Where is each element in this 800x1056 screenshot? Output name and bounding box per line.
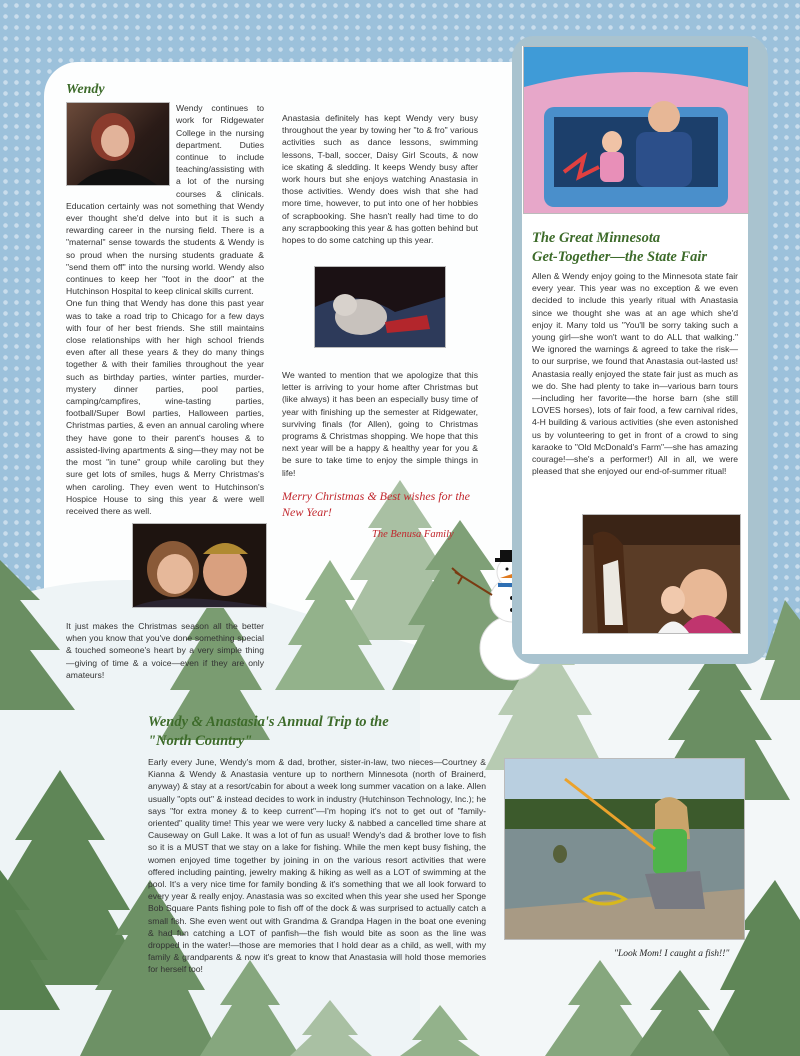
wendy-section [66,84,264,517]
state-fair-heading [532,229,707,267]
apology-paragraph: We wanted to mention that we apologize that this letter is arriving to your home after Christmas but (like always) it has been an especially busy time of year with finishing up the semester at Ridgewater, surviving finals (for Allen), going to Christmas programs & Christmas shopping. We hope that this next year will be a happy & healthy year for you & be sure to take time to enjoy the simple things in life! [282,370,478,478]
dog-photo [314,266,446,348]
wendy-paragraph-1: Wendy continues to work for Ridgewater College in the nursing department. Duties continue to include teaching/assisting with a lot of the nursing courses & clinicals. Education certainly was not something that Wendy ever thought she'd delve into but it is such a rewarding career in the nursing field. There is a "maternal" sense towards the students & Wendy is so proud when the nursing students graduate & "send them off" into the nursing world. Wendy also continues to keep her "foot in the door" at the Hutchinson Hospital to keep clinical skills current. [66,103,264,297]
family-signature: The Benusa Family [372,529,454,540]
north-country-heading-line1: Wendy & Anastasia's Annual Trip to the [148,714,389,730]
north-country-heading [148,713,389,751]
wendy-paragraph-3: It just makes the Christmas season all the better when you know that you've done something special & touched someone's heart by a very simple thing—giving of time & a voice—even if they are only amateurs! [66,621,264,680]
wendy-closing [66,620,264,681]
wendy-portrait-photo [66,102,170,186]
state-fair-heading-line1: The Great Minnesota [532,230,661,246]
fishing-photo-caption: "Look Mom! I caught a fish!!" [614,949,730,959]
middle-section [282,112,478,246]
state-fair-section [532,270,738,477]
christmas-greeting: Merry Christmas & Best wishes for the New Year! [282,489,470,519]
north-country-paragraph: Early every June, Wendy's mom & dad, brother, sister-in-law, two nieces—Courtney & Kianna & Wendy & Anastasia venture up to northern Minnesota (north of Brainerd, anyway) & stay at a resort/cabin for about a week long summer vacation on a lake. Allen usually "opts out" & instead decides to work in industry (Hutchinson Technology, Inc.); he says "for extra money & to keep current"—I'm hoping it's not to get out of "family-oriented" quality time! This year we were very lucky & nabbed a cancelled time share at Causeway on Gull Lake. It was a lot of fun as usual! Wendy's dad & brother love to fish so it is a MUST that we stay on a lake for fishing. While the men kept busy fishing, the women enjoyed time together by joining in on the various resort activities that were offered including painting, jewelry making & hiking as well as a LOT of swimming at the pool. It's a very nice time for family bonding & it's something that we all look forward to every year & really enjoy. Anastasia was so excited when this year she used her Sponge Bob Square Pants fishing pole to fish off of the dock & was surprised to actually catch a small fish. She even went out with Grandma & Grandpa Hagen in the boat one evening & had fun catching a LOT of panfish—the fish would bite as soon as the line was dropped in the water!—those are memories that I hold dear as a child, as well, with my family & grandparents & now it's great to know that Anastasia will hold those memories for herself too! [148,757,486,975]
state-fair-heading-line2: Get-Together—the State Fair [532,249,708,265]
carnival-ride-photo [523,46,749,214]
fishing-photo [504,758,745,940]
horse-barn-photo [582,514,741,634]
north-country-section [148,756,486,976]
state-fair-paragraph: Allen & Wendy enjoy going to the Minnesota state fair every year. This year was no exception & we even decided to include this yearly ritual with Anastasia since we thought she was at an age which she'd enjoy it. Many told us "You'll be sorry taking such a young girl—she won't want to do ALL that walking." We ignored the warnings & agreed to take the risk—to our surprise, we found that Anastasia out-lasted us! Anastasia really enjoyed the state fair just as much as we do. She had plenty to take in—various barn tours—including her favorite—the horse barn (she still LOVES horses), lots of fair food, a few carnival rides, 4-H building & various activities (she even astonished us by volunteering to get in front of a crowd to sing karaoke to "Old McDonald's Farm"—she has amazing courage!—she's a performer!) All in all, we were pleased that she enjoyed our end-of-summer ritual! [532,271,738,477]
wendy-paragraph-2: One fun thing that Wendy has done this past year was to take a road trip to Chicago for a few days with four of her best friends. She still maintains close relationships with her high school friends even after all these years & they do many things together & with their families throughout the year such as birthday parties, winter parties, murder-mystery dinner parties, pool parties, camping/campfires, wine-tasting parties, football/Super Bowl parties, Halloween parties, Christmas parties, & even an annual caroling where they have gone to their parent's houses & to assisted-living apartments & sing—they may not be the most "in tune" group while caroling but they sure get lots of smiles, hugs & Merry Christmas's when caroling. They even went to Hutchinson's Hospice House to sing this year & were well received there as well. [66,298,264,516]
wendy-heading: Wendy [66,82,105,97]
caroling-friends-photo [132,523,267,608]
anastasia-activities-paragraph: Anastasia definitely has kept Wendy very busy throughout the year by towing her "to & fro" various activities such as dance lessons, swimming lessons, T-ball, soccer, Daisy Girl Scouts, & now ice skating & sledding. It keeps Wendy busy after work hours but she enjoys watching Anastasia in those activities. Wendy does wish that she had more time, however, to put into one of her hobbies of scrapbooking. She hasn't really had time to do any scrapbooking this year & has gotten behind but hopes to do some catching up this year. [282,113,478,246]
apology-section [282,369,478,479]
north-country-heading-line2: "North Country" [148,733,253,749]
